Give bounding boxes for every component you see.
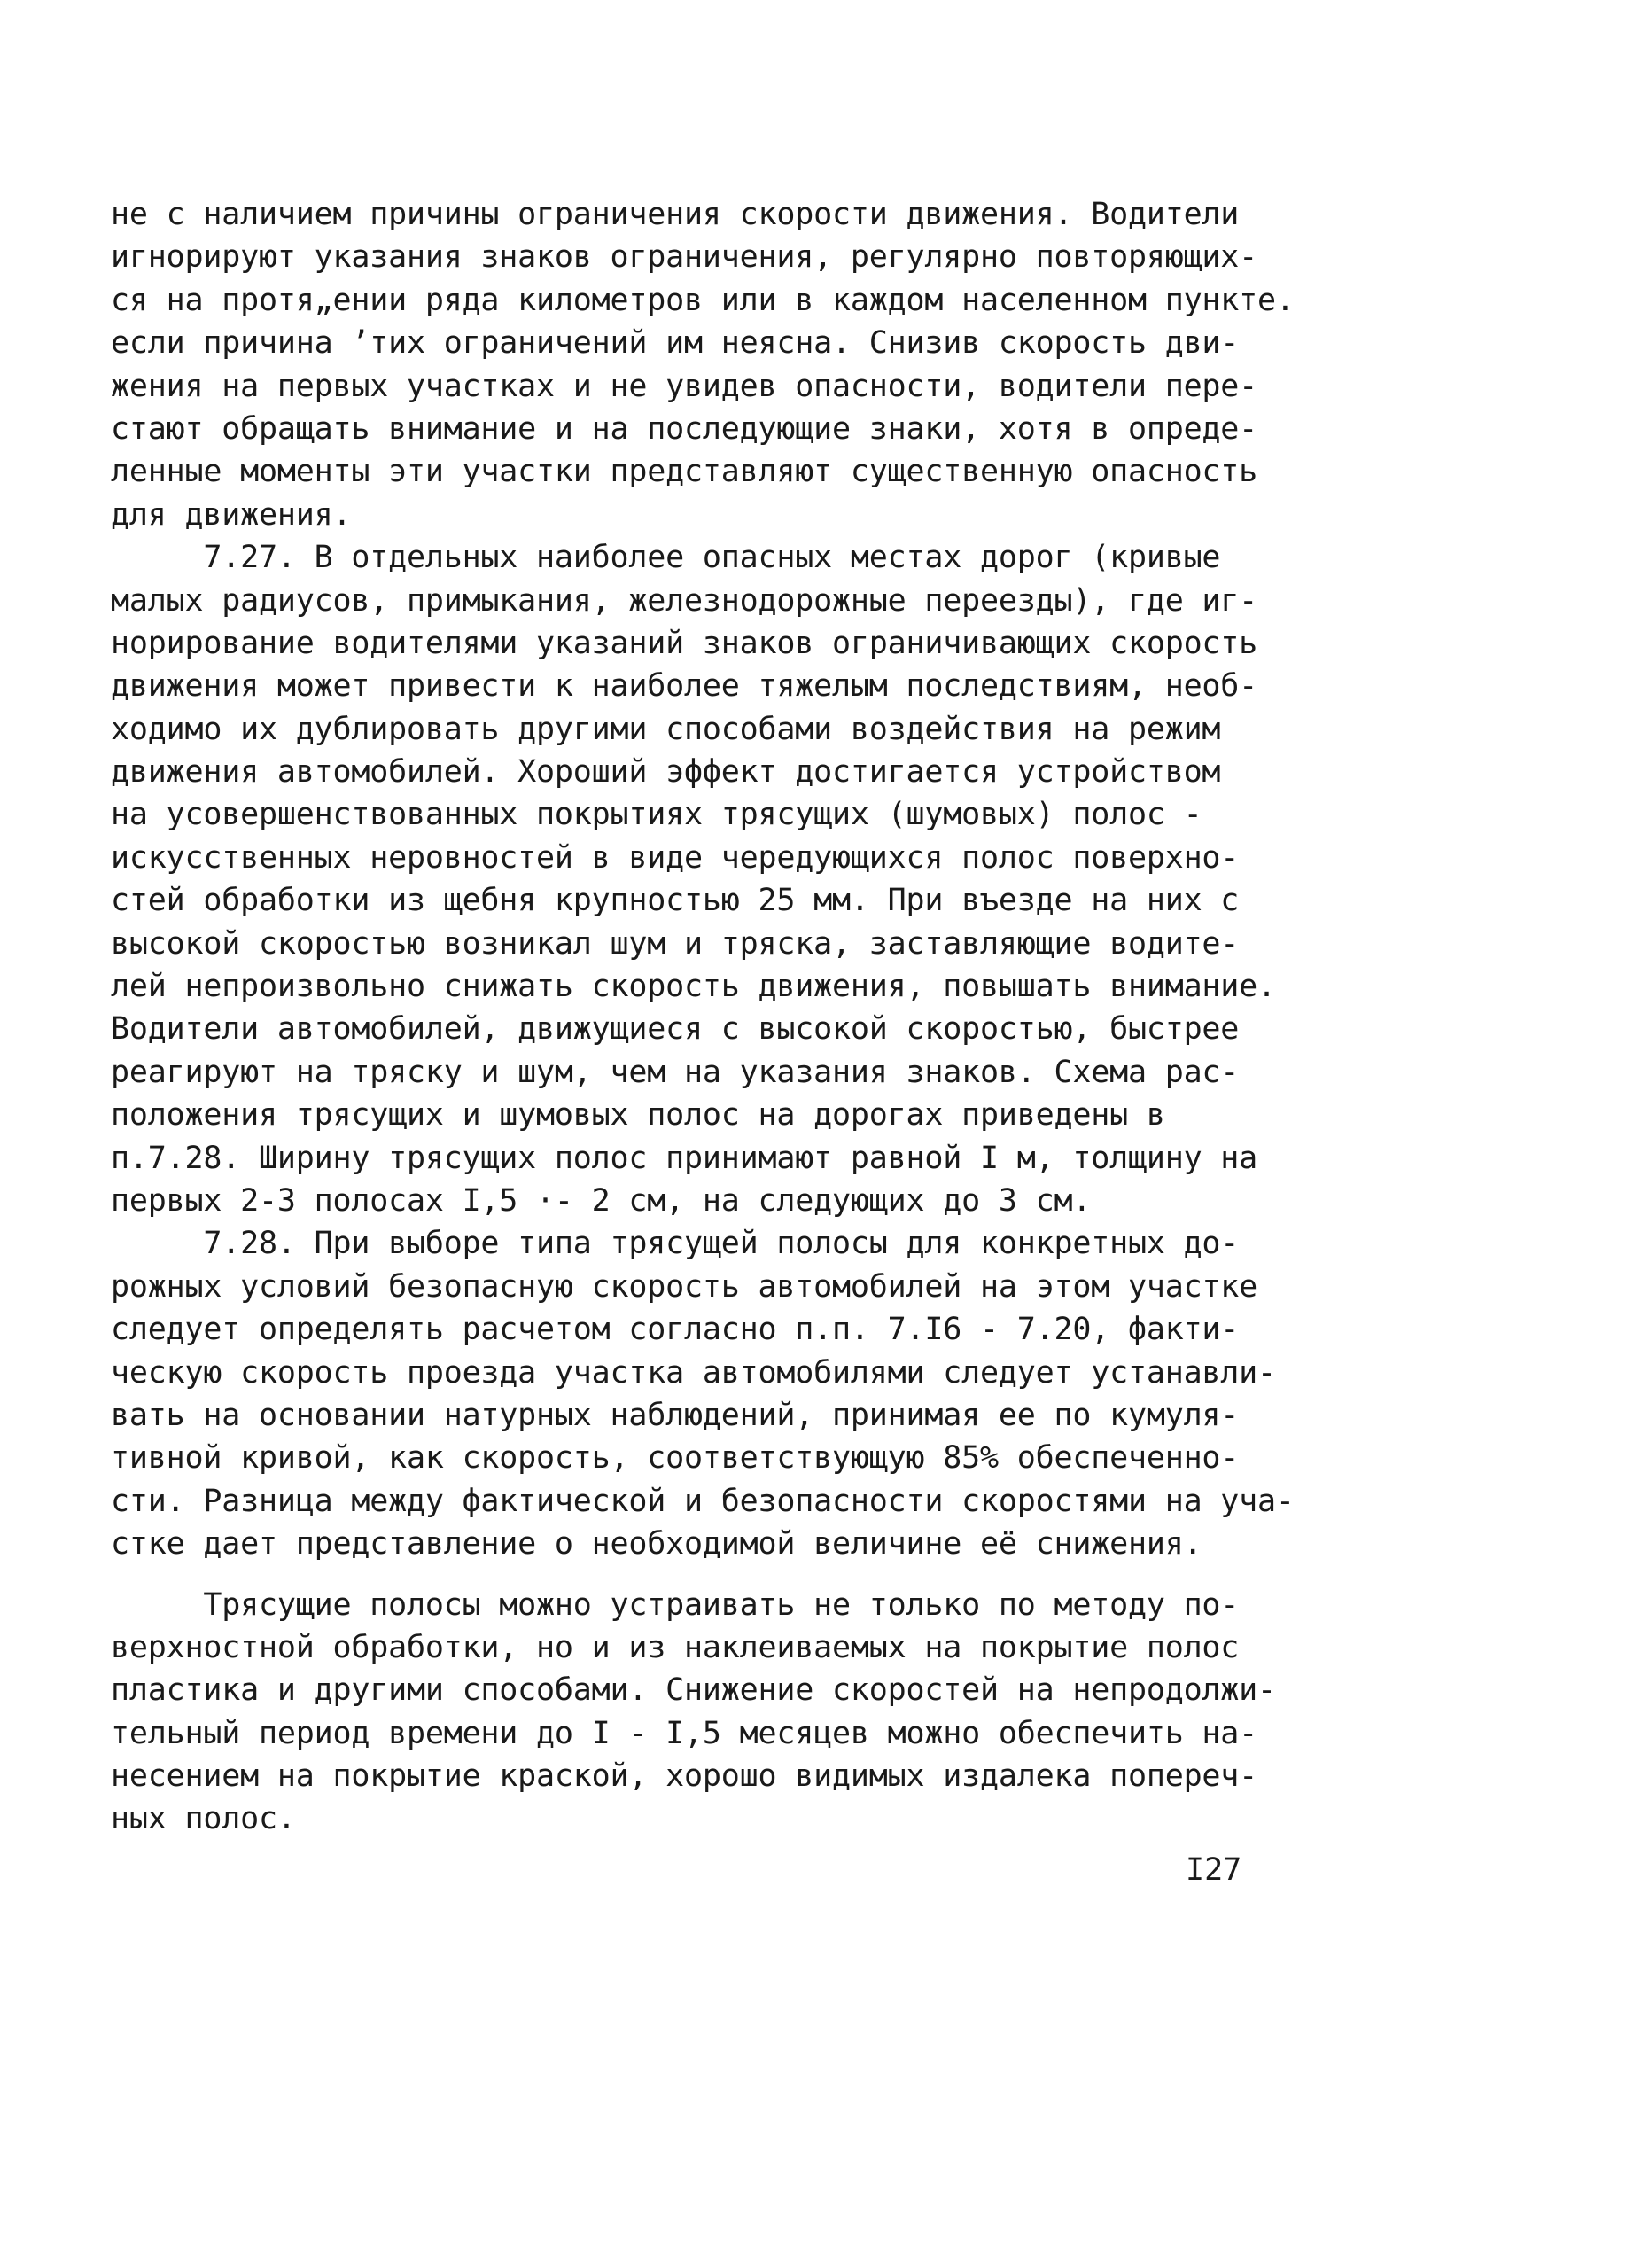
paragraph-7-27-start: 7.27. В отдельных наиболее опасных местах дорог (кривые — [111, 540, 1221, 576]
text-line: стают обращать внимание и на последующие знаки, хотя в опреде- — [111, 410, 1258, 447]
text-line: верхностной обработки, но и из наклеиваемых на покрытие полос — [111, 1629, 1240, 1665]
page-number: I27 — [1186, 1852, 1242, 1888]
text-line: вать на основании натурных наблюдений, принимая ее по кумуля- — [111, 1397, 1240, 1433]
text-line: сти. Разница между фактической и безопасности скоростями на уча- — [111, 1483, 1295, 1519]
text-line: первых 2-3 полосах I,5 ·- 2 см, на следующих до 3 см. — [111, 1182, 1092, 1219]
text-line: ся на протя„ении ряда километров или в каждом населенном пункте. — [111, 282, 1295, 318]
text-line: Водители автомобилей, движущиеся с высокой скоростью, быстрее — [111, 1011, 1240, 1048]
body-text — [111, 193, 1295, 1841]
text-line: стке дает представление о необходимой величине её снижения. — [111, 1526, 1202, 1563]
paragraph-strips-start: Трясущие полосы можно устраивать не только по методу по- — [111, 1586, 1240, 1623]
text-line: игнорируют указания знаков ограничения, регулярно повторяющих- — [111, 239, 1258, 276]
text-line: рожных условий безопасную скорость автомобилей на этом участке — [111, 1268, 1258, 1305]
text-line: малых радиусов, примыкания, железнодорожные переезды), где иг- — [111, 582, 1258, 619]
text-line: несением на покрытие краской, хорошо видимых издалека попереч- — [111, 1758, 1258, 1795]
text-line: ходимо их дублировать другими способами воздействия на режим — [111, 711, 1221, 747]
text-line: ленные моменты эти участки представляют существенную опасность — [111, 454, 1258, 490]
text-line: тельный период времени до I - I,5 месяцев можно обеспечить на- — [111, 1715, 1258, 1751]
text-line: для движения. — [111, 496, 352, 533]
text-line: следует определять расчетом согласно п.п. 7.I6 - 7.20, факти- — [111, 1312, 1240, 1348]
text-line: ных полос. — [111, 1801, 296, 1837]
text-line: на усовершенствованных покрытиях трясущих (шумовых) полос - — [111, 797, 1202, 833]
text-line: норирование водителями указаний знаков ограничивающих скорость — [111, 625, 1258, 661]
text-line: движения автомобилей. Хороший эффект достигается устройством — [111, 754, 1221, 791]
text-line: пластика и другими способами. Снижение скоростей на непродолжи- — [111, 1672, 1276, 1709]
text-line: ческую скорость проезда участка автомобилями следует устанавли- — [111, 1354, 1276, 1391]
text-line: не с наличием причины ограничения скорости движения. Водители — [111, 197, 1240, 232]
text-line: лей непроизвольно снижать скорость движения, повышать внимание. — [111, 969, 1276, 1005]
text-line: если причина ’тих ограничений им неясна. Снизив скорость дви- — [111, 325, 1240, 362]
text-line: движения может привести к наиболее тяжелым последствиям, необ- — [111, 668, 1258, 705]
text-line: положения трясущих и шумовых полос на дорогах приведены в — [111, 1097, 1165, 1134]
paragraph-7-28-start: 7.28. При выборе типа трясущей полосы для конкретных до- — [111, 1226, 1240, 1262]
text-line: тивной кривой, как скорость, соответствующую 85% обеспеченно- — [111, 1440, 1240, 1477]
text-line: жения на первых участках и не увидев опасности, водители пере- — [111, 368, 1258, 404]
text-line: реагируют на тряску и шум, чем на указания знаков. Схема рас- — [111, 1054, 1240, 1090]
text-line: высокой скоростью возникал шум и тряска, заставляющие водите- — [111, 925, 1240, 962]
text-line: п.7.28. Ширину трясущих полос принимают равной I м, толщину на — [111, 1140, 1258, 1176]
paragraph-gap — [111, 1566, 1241, 1584]
text-line: стей обработки из щебня крупностью 25 мм. При въезде на них с — [111, 883, 1240, 919]
text-line: искусственных неровностей в виде чередующихся полос поверхно- — [111, 839, 1240, 876]
